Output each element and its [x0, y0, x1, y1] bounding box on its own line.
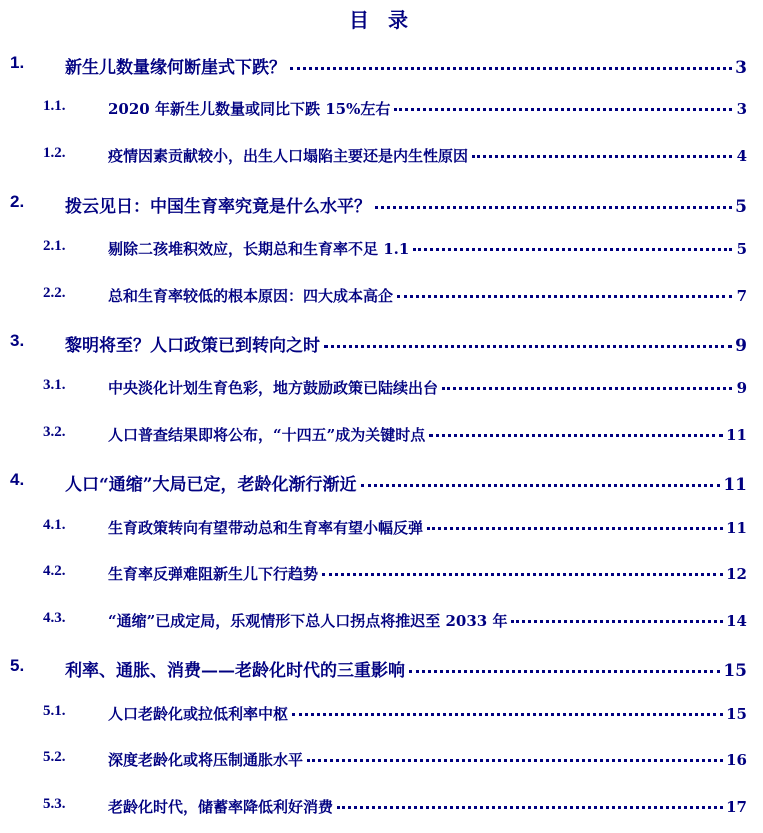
toc-entry-page: 5: [735, 197, 747, 217]
dot-leader: [324, 345, 732, 348]
toc-entry-page: 12: [726, 565, 747, 583]
toc-entry-5-3[interactable]: [0, 796, 763, 820]
toc-entry-label: “通缩”已成定局，乐观情形下总人口拐点将推迟至 2033 年: [108, 612, 508, 630]
toc-entry-page: 15: [726, 705, 747, 723]
toc-entry-label: 中央淡化计划生育色彩，地方鼓励政策已陆续出台: [108, 379, 439, 397]
dot-leader: [413, 248, 732, 251]
toc-entry-label: 老龄化时代，储蓄率降低利好消费: [108, 798, 334, 816]
toc-entry-label: 利率、通胀、消费——老龄化时代的三重影响: [65, 661, 405, 681]
toc-entry-number: 5.1.: [43, 703, 66, 719]
toc-entry-page: 14: [726, 612, 747, 630]
toc-entry-number: 5.3.: [43, 796, 66, 812]
toc-entry-number: 5.2.: [43, 749, 66, 765]
toc-entry-page: 11: [726, 426, 747, 444]
dot-leader: [397, 295, 732, 298]
toc-entry-page: 5: [736, 240, 747, 258]
toc-entry-1-1[interactable]: [0, 98, 763, 122]
toc-entry-label: 生育政策转向有望带动总和生育率有望小幅反弹: [108, 519, 424, 537]
toc-entry-number: 4.1.: [43, 517, 66, 533]
toc-entry-number: 3.: [10, 331, 25, 350]
toc-entry-5-1[interactable]: [0, 703, 763, 727]
toc-entry-page: 3: [735, 58, 747, 78]
dot-leader: [361, 484, 721, 487]
toc-entry-label: 剔除二孩堆积效应，长期总和生育率不足 1.1: [108, 240, 410, 258]
toc-entry-number: 2.2.: [43, 285, 66, 301]
toc-entry-number: 4.2.: [43, 563, 66, 579]
dot-leader: [409, 670, 720, 673]
toc-entry-page: 4: [736, 147, 747, 165]
toc-entry-page: 17: [726, 798, 747, 816]
toc-entry-2-2[interactable]: [0, 285, 763, 309]
toc-entry-page: 11: [726, 519, 747, 537]
toc-entry-1-2[interactable]: [0, 145, 763, 169]
toc-entry-page: 15: [723, 661, 747, 681]
toc-entry-4[interactable]: [0, 470, 763, 494]
toc-title: 目 录: [349, 8, 414, 32]
toc-entry-label: 人口老龄化或拉低利率中枢: [108, 705, 289, 723]
dot-leader: [337, 806, 723, 809]
toc-entry-number: 1.: [10, 53, 25, 72]
toc-entry-number: 3.2.: [43, 424, 66, 440]
toc-entry-2-1[interactable]: [0, 238, 763, 262]
toc-entry-label: 人口“通缩”大局已定，老龄化渐行渐近: [65, 475, 357, 495]
toc-entry-page: 16: [726, 751, 747, 769]
dot-leader: [511, 620, 723, 623]
toc-entry-1[interactable]: [0, 53, 763, 77]
toc-entry-page: 7: [736, 287, 747, 305]
toc-entry-number: 2.: [10, 192, 25, 211]
toc-entry-3[interactable]: [0, 331, 763, 355]
toc-entry-label: 人口普查结果即将公布，“十四五”成为关键时点: [108, 426, 426, 444]
toc-entry-5[interactable]: [0, 656, 763, 680]
toc-entry-3-2[interactable]: [0, 424, 763, 448]
toc-entry-4-1[interactable]: [0, 517, 763, 541]
dot-leader: [394, 108, 732, 111]
dot-leader: [307, 759, 723, 762]
toc-entry-page: 11: [723, 475, 747, 495]
toc-entry-4-2[interactable]: [0, 563, 763, 587]
toc-entry-number: 1.1.: [43, 98, 66, 114]
toc-entry-label: 深度老龄化或将压制通胀水平: [108, 751, 304, 769]
toc-entry-label: 总和生育率较低的根本原因：四大成本高企: [108, 287, 394, 305]
dot-leader: [290, 67, 732, 70]
toc-entry-number: 2.1.: [43, 238, 66, 254]
toc-entry-label: 黎明将至？人口政策已到转向之时: [65, 336, 320, 356]
toc-entry-page: 9: [736, 379, 747, 397]
toc-entry-label: 拨云见日：中国生育率究竟是什么水平？: [65, 197, 371, 217]
dot-leader: [429, 434, 723, 437]
toc-entry-5-2[interactable]: [0, 749, 763, 773]
toc-entry-page: 9: [735, 336, 747, 356]
dot-leader: [442, 387, 732, 390]
toc-entry-label: 2020 年新生儿数量或同比下跌 15%左右: [108, 100, 391, 118]
dot-leader: [472, 155, 732, 158]
toc-entry-label: 疫情因素贡献较小，出生人口塌陷主要还是内生性原因: [108, 147, 469, 165]
dot-leader: [322, 573, 723, 576]
toc-entry-2[interactable]: [0, 192, 763, 216]
dot-leader: [375, 206, 732, 209]
toc-entry-number: 1.2.: [43, 145, 66, 161]
toc-entry-number: 5.: [10, 656, 25, 675]
dot-leader: [292, 713, 723, 716]
toc-entry-3-1[interactable]: [0, 377, 763, 401]
toc-entry-number: 4.: [10, 470, 25, 489]
toc-entry-4-3[interactable]: [0, 610, 763, 634]
toc-entry-number: 3.1.: [43, 377, 66, 393]
toc-entry-number: 4.3.: [43, 610, 66, 626]
toc-entry-label: 新生儿数量缘何断崖式下跌？: [65, 58, 286, 78]
dot-leader: [427, 527, 723, 530]
toc-entry-label: 生育率反弹难阻新生儿下行趋势: [108, 565, 319, 583]
toc-entry-page: 3: [736, 100, 747, 118]
